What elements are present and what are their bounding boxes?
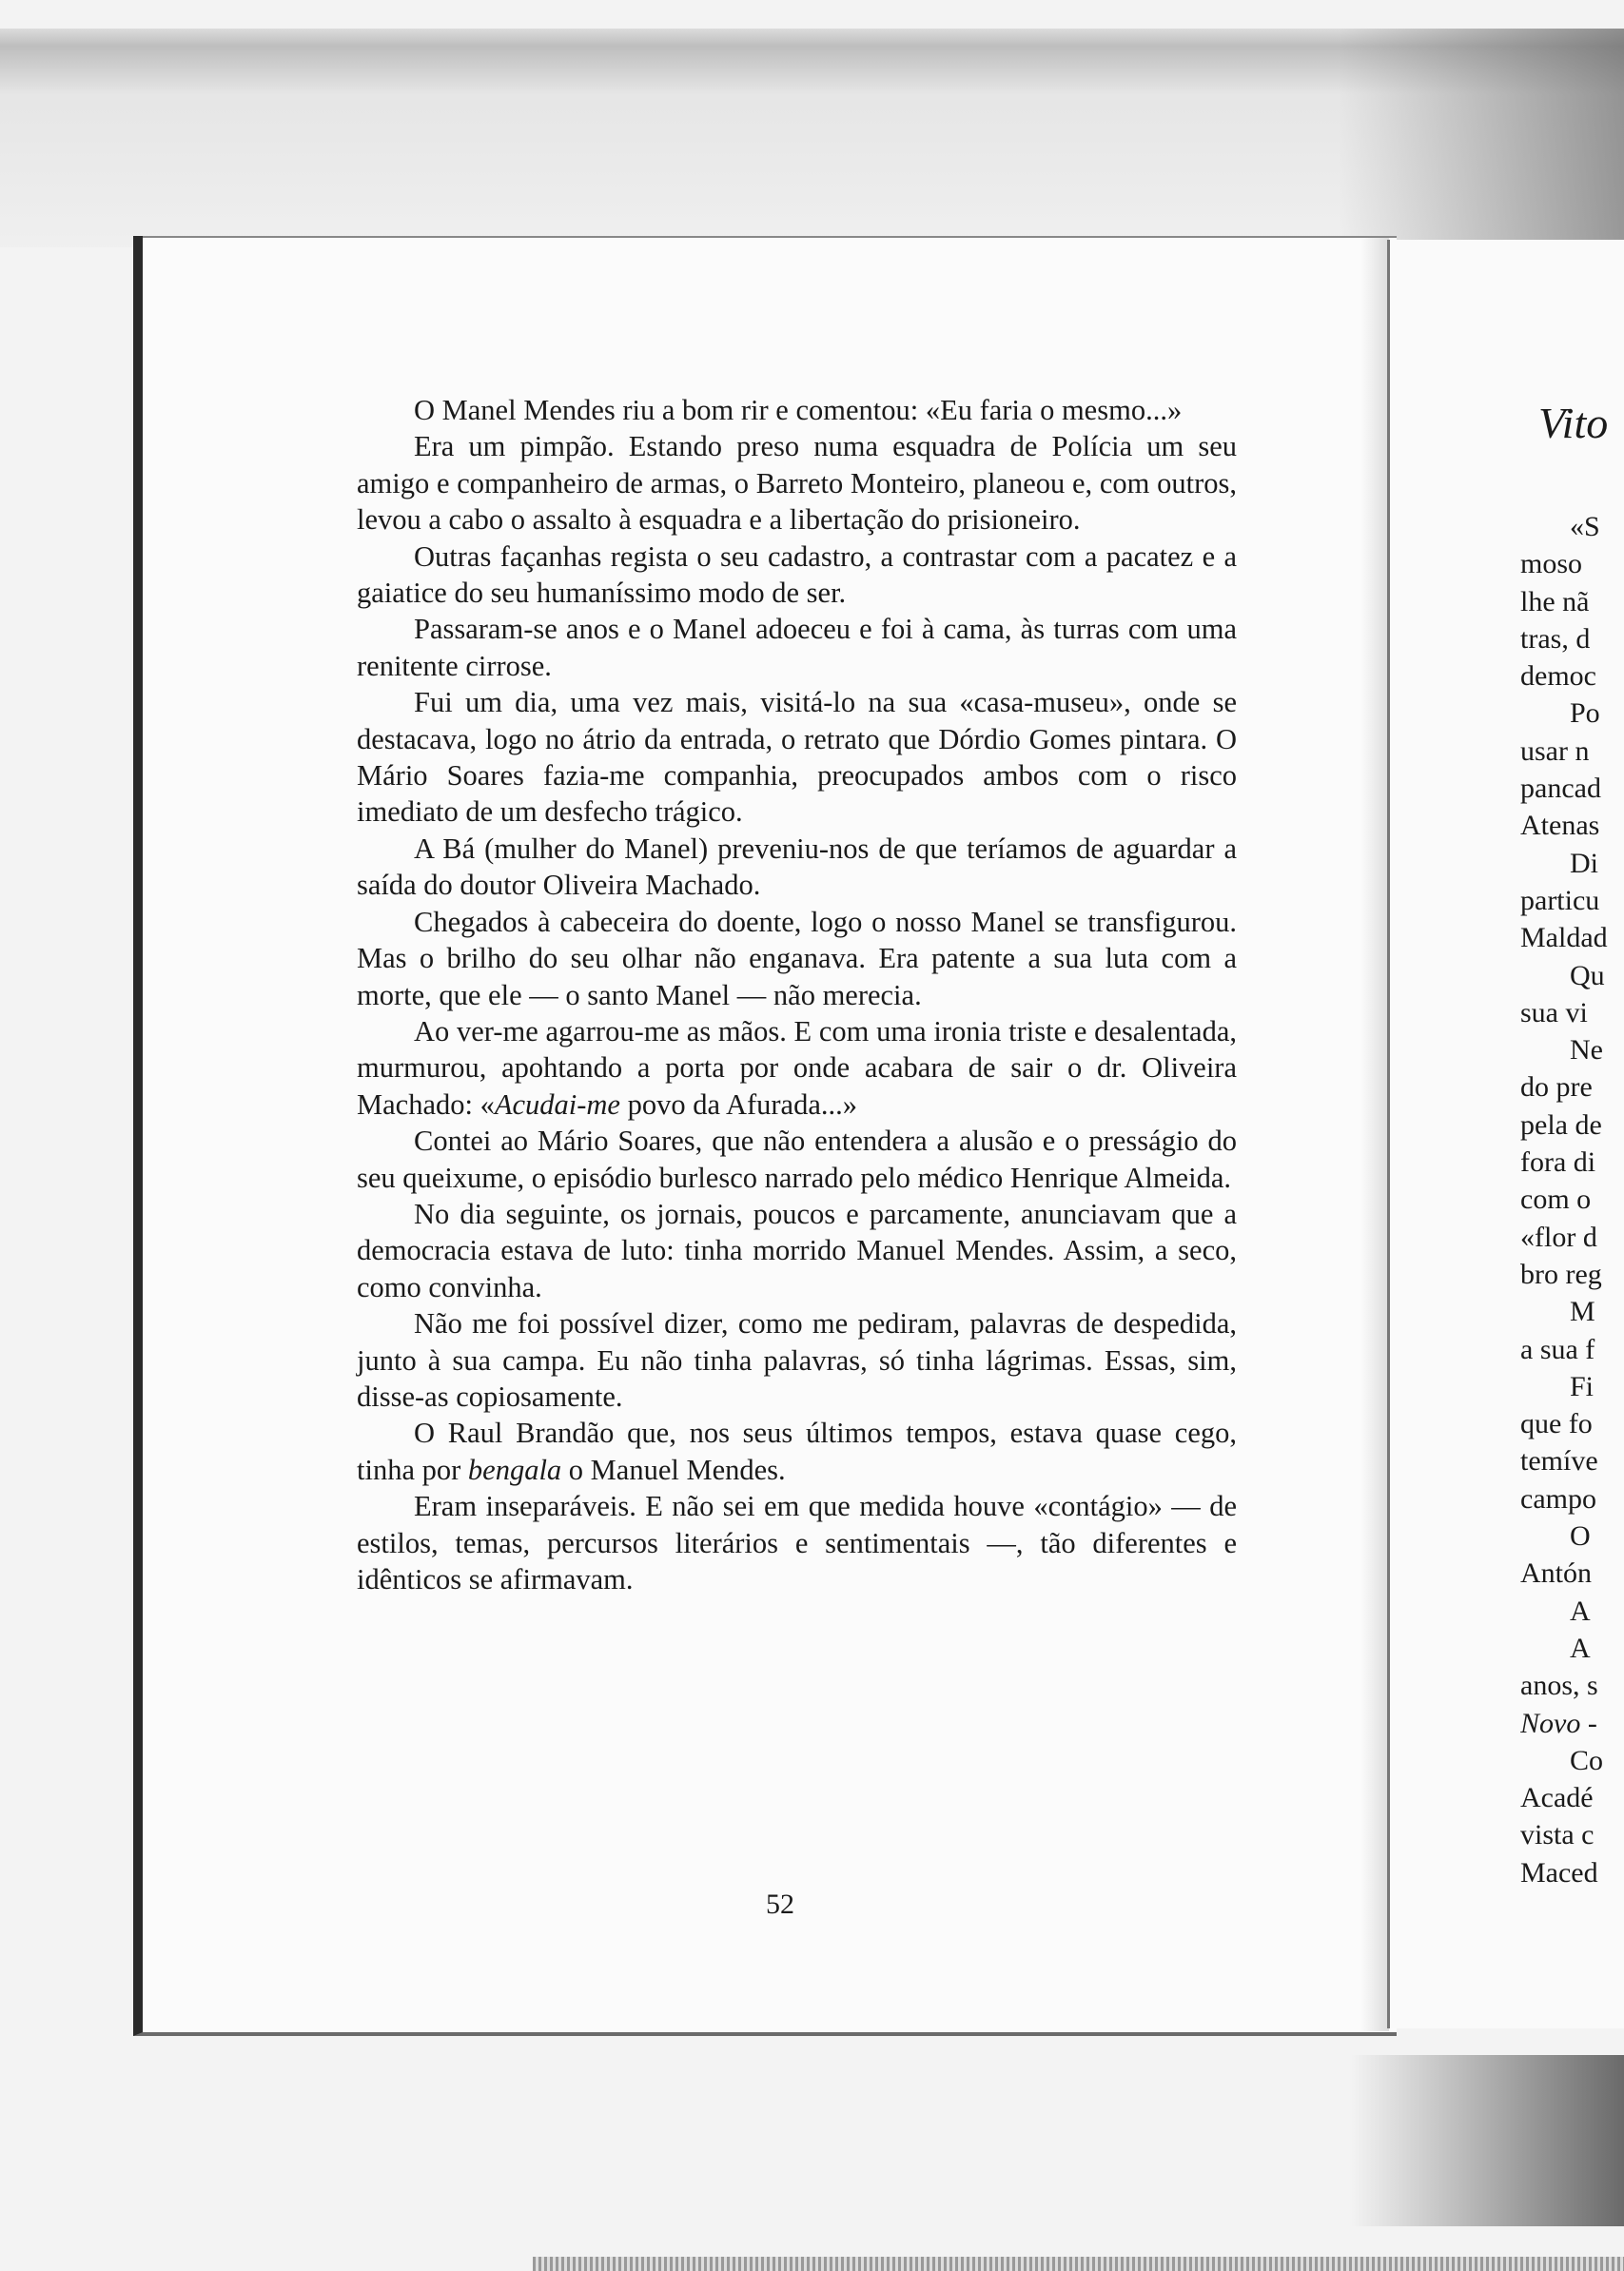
right-page-line: Maldad xyxy=(1520,922,1608,954)
right-page-line: Po xyxy=(1570,697,1600,730)
right-page-line: usar n xyxy=(1520,734,1590,767)
right-page-line: pancad xyxy=(1520,773,1601,805)
right-page-line: anos, s xyxy=(1520,1670,1598,1702)
left-page-text xyxy=(357,392,1237,1597)
right-page-line: com o xyxy=(1520,1184,1592,1216)
paragraph-10: No dia seguinte, os jornais, poucos e parcamente, anunciavam que a democracia estava de luto: tinha morrido Manuel Mendes. Assim, a seco, como convinha. xyxy=(357,1197,1237,1303)
paragraph-2: Era um pimpão. Estando preso numa esquadra de Polícia um seu amigo e companheiro de armas, o Barreto Monteiro, planeou e, com outros, levou a cabo o assalto à esquadra e a libertação do prisioneiro. xyxy=(357,430,1237,537)
right-page-line: Acadé xyxy=(1520,1782,1594,1814)
right-page-line: particu xyxy=(1520,884,1600,916)
paragraph-7: Chegados à cabeceira do doente, logo o nosso Manel se transfigurou. Mas o brilho do seu olhar não enganava. Era patente a sua luta com a morte, que ele — o santo Manel — não merecia. xyxy=(357,905,1237,1011)
paragraph-12-start: O Raul Brandão que, nos seus últimos tempos, estava quase cego, tinha por xyxy=(357,1417,1237,1486)
right-page-line: Di xyxy=(1570,847,1598,879)
right-page-line: Novo - xyxy=(1520,1707,1597,1739)
paragraph-6: A Bá (mulher do Manel) preveniu-nos de que teríamos de aguardar a saída do doutor Oliveira Machado. xyxy=(357,832,1237,902)
right-page-line-fragments xyxy=(1520,508,1624,1891)
right-page-line: temíve xyxy=(1520,1445,1598,1478)
right-page-line: A xyxy=(1570,1632,1591,1664)
paragraph-8-start: Ao ver-me agarrou-me as mãos. E com uma ironia triste e desalentada, murmurou, apohtando a porta por onde acabara de sair o dr. Oliveira Machado: « xyxy=(357,1014,1237,1121)
right-page-line: A xyxy=(1570,1595,1591,1627)
right-page-line: Co xyxy=(1570,1744,1604,1776)
right-page-line: do pre xyxy=(1520,1071,1593,1104)
paragraph-12-end: o Manuel Mendes. xyxy=(561,1453,786,1486)
right-page-line: que fo xyxy=(1520,1408,1593,1440)
right-page-line: vista c xyxy=(1520,1819,1595,1851)
scanner-edge-strip xyxy=(533,2257,1624,2271)
right-page-line: lhe nã xyxy=(1520,585,1590,617)
scan-noise-top-right xyxy=(1339,29,1624,247)
right-page-line: bro reg xyxy=(1520,1258,1602,1290)
paragraph-13: Eram inseparáveis. E não sei em que medida houve «contágio» — de estilos, temas, percursos literários e sentimentais —, tão diferentes e idênticos se afirmavam. xyxy=(357,1490,1237,1596)
right-page-line: campo xyxy=(1520,1482,1596,1515)
scan-noise-bottom xyxy=(1351,2055,1624,2226)
right-page-line: tras, d xyxy=(1520,622,1591,655)
paragraph-5: Fui um dia, uma vez mais, visitá-lo na sua «casa-museu», onde se destacava, logo no átrio da entrada, o retrato que Dórdio Gomes pintara. O Mário Soares fazia-me companhia, preocupados ambos com o risco imediato de um desfecho trágico. xyxy=(357,686,1237,829)
right-page-line: Qu xyxy=(1570,959,1605,991)
paragraph-8 xyxy=(357,1013,1237,1123)
paragraph-8-italic: Acudai-me xyxy=(494,1087,620,1121)
right-page-line: pela de xyxy=(1520,1108,1602,1141)
right-page-line: Fi xyxy=(1570,1370,1595,1402)
right-page-line: «S xyxy=(1570,511,1600,542)
right-page-line: Atenas xyxy=(1520,810,1600,842)
paragraph-4: Passaram-se anos e o Manel adoeceu e foi à cama, às turras com uma renitente cirrose. xyxy=(357,613,1237,682)
paragraph-8-end: povo da Afurada...» xyxy=(619,1087,857,1121)
gutter-shadow xyxy=(1360,238,1389,2031)
right-page-line: democ xyxy=(1520,660,1596,693)
right-page-line: a sua f xyxy=(1520,1333,1595,1365)
paragraph-12 xyxy=(357,1415,1237,1488)
paragraph-3: Outras façanhas regista o seu cadastro, a contrastar com a pacatez e a gaiatice do seu humaníssimo modo de ser. xyxy=(357,539,1237,610)
right-page-line: fora di xyxy=(1520,1146,1596,1179)
right-page-line: Antón xyxy=(1520,1557,1592,1590)
right-page-line: sua vi xyxy=(1520,996,1588,1028)
right-page-line: M xyxy=(1570,1296,1595,1328)
right-page-line: O xyxy=(1570,1520,1591,1553)
right-page-line: Maced xyxy=(1520,1856,1598,1889)
paragraph-12-italic: bengala xyxy=(467,1453,562,1486)
right-page-title-fragment: Vito xyxy=(1538,399,1609,447)
paragraph-9: Contei ao Mário Soares, que não entendera a alusão e o presságio do seu queixume, o episódio burlesco narrado pelo médico Henrique Almeida. xyxy=(357,1125,1237,1194)
paragraph-1: O Manel Mendes riu a bom rir e comentou: «Eu faria o mesmo...» xyxy=(414,394,1183,426)
page-number: 52 xyxy=(766,1889,794,1920)
right-page-line: Ne xyxy=(1570,1034,1603,1067)
right-page-line: moso xyxy=(1520,548,1583,580)
paragraph-11: Não me foi possível dizer, como me pediram, palavras de despedida, junto à sua campa. Eu não tinha palavras, só tinha lágrimas. Essas, sim, disse-as copiosamente. xyxy=(357,1307,1237,1413)
right-page-line: «flor d xyxy=(1520,1221,1597,1253)
